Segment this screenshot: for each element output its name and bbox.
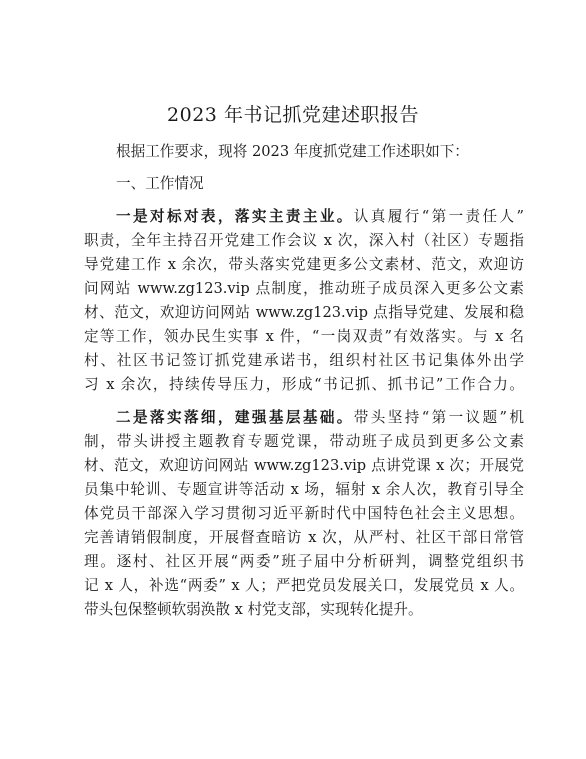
paragraph-1-line: 职责，全年主持召开党建工作会议 x 次，深入村（社区）专题指 [84, 232, 524, 249]
paragraph-2-line: 理。逐村、社区开展“两委”班子届中分析研判，调整党组织书 [84, 553, 524, 570]
paragraph-2-line: 体党员干部深入学习贯彻习近平新时代中国特色社会主义思想。 [84, 505, 524, 522]
paragraph-2-line: 员集中轮训、专题宣讲等活动 x 场，辐射 x 余人次，教育引导全 [84, 481, 524, 498]
paragraph-1-line: 材、范文，欢迎访问网站 www.zg123.vip 点指导党建、发展和稳 [84, 304, 524, 321]
paragraph-1-line: 定等工作，领办民生实事 x 件，“一岗双责”有效落实。与 x 名 [84, 328, 524, 345]
paragraph-2-line: 完善请销假制度，开展督查暗访 x 次，从严村、社区干部日常管 [84, 529, 524, 546]
paragraph-2-line: 记 x 人，补选“两委” x 人；严把党员发展关口，发展党员 x 人。 [84, 577, 524, 594]
paragraph-1-line: 认真履行“第一责任人” [353, 208, 524, 225]
paragraph-1-lead: 一是对标对表，落实主责主业。 [116, 208, 354, 225]
paragraph-2-line: 制，带头讲授主题教育专题党课，带动班子成员到更多公文素 [84, 433, 524, 450]
paragraph-1-line: 村、社区书记签订抓党建承诺书，组织村社区书记集体外出学 [84, 352, 524, 369]
section-heading: 一、工作情况 [116, 175, 204, 192]
paragraph-2-line: 材、范文，欢迎访问网站 www.zg123.vip 点讲党课 x 次；开展党 [84, 457, 524, 474]
paragraph-1-line: 习 x 余次，持续传导压力，形成“书记抓、抓书记”工作合力。 [84, 376, 524, 393]
document-title: 2023 年书记抓党建述职报告 [167, 104, 419, 126]
paragraph-2-line: 带头包保整顿软弱涣散 x 村党支部，实现转化提升。 [84, 601, 423, 618]
paragraph-1-line: 导党建工作 x 余次，带头落实党建更多公文素材、范文，欢迎访 [84, 256, 524, 273]
paragraph-2-line: 带头坚持“第一议题”机 [353, 409, 524, 426]
paragraph-1-first-line [116, 206, 524, 228]
paragraph-2-first-line [116, 407, 524, 429]
intro-text: 根据工作要求，现将 2023 年度抓党建工作述职如下： [116, 143, 469, 160]
paragraph-1-line: 问网站 www.zg123.vip 点制度，推动班子成员深入更多公文素 [84, 280, 524, 297]
paragraph-2-lead: 二是落实落细，建强基层基础。 [116, 409, 354, 426]
